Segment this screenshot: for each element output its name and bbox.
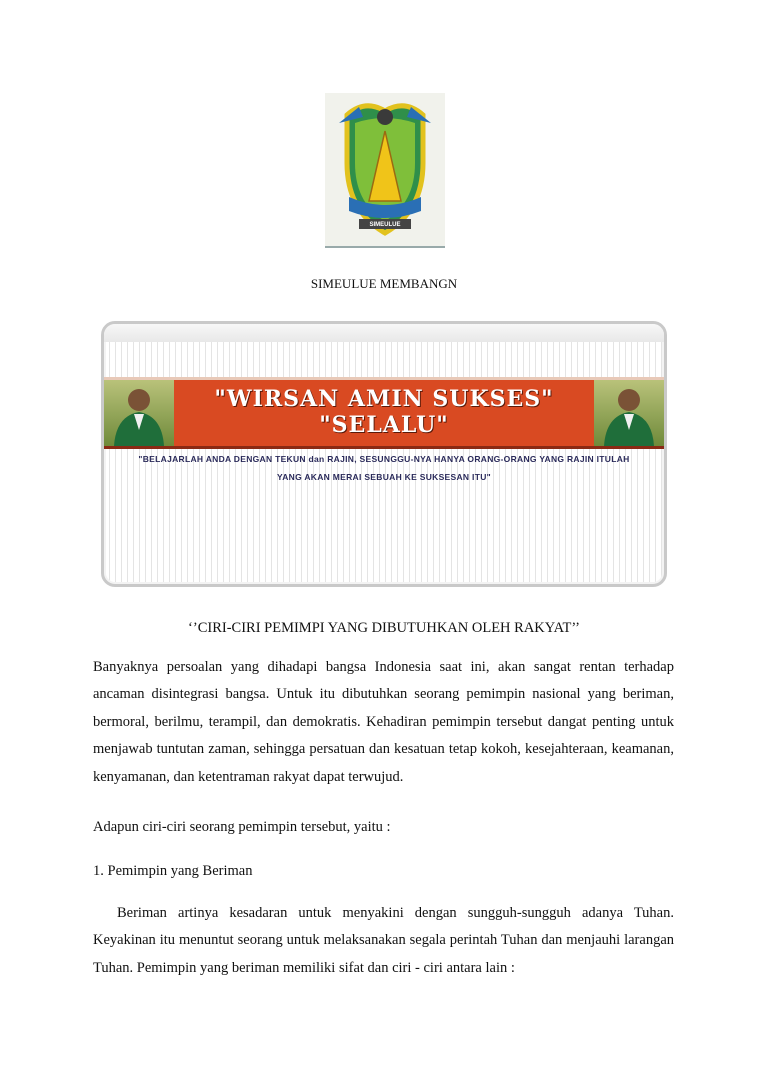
quote-line-1: "BELAJARLAH ANDA DENGAN TEKUN dan RAJIN, SESUNGGU-NYA HANYA ORANG-ORANG YANG RAJIN ITULAH: [138, 454, 630, 464]
document-title: SIMEULUE MEMBANGN: [310, 276, 458, 291]
banner-orange-strip: [104, 377, 664, 449]
slogan-line-1: "WIRSAN AMIN SUKSES": [214, 386, 554, 412]
quote-line-2: YANG AKAN MERAI SEBUAH KE SUKSESAN ITU": [277, 472, 491, 482]
section-heading: ‘’CIRI-CIRI PEMIMPI YANG DIBUTUHKAN OLEH RAKYAT’’: [188, 620, 580, 636]
slogan-line-2: "SELALU": [319, 412, 449, 438]
paragraph-beriman: Beriman artinya kesadaran untuk menyakini dengan sungguh-sungguh adanya Tuhan. Keyakinan itu menuntut seorang untuk melaksanakan segala perintah Tuhan dan menjauhi larangan Tuhan. Pemimpin yang beriman memiliki sifat dan ciri - ciri antara lain :: [93, 905, 674, 976]
banner-slogan: [104, 386, 664, 438]
banner-quote: [118, 450, 650, 486]
paragraph-criteria-intro: Adapun ciri-ciri seorang pemimpin tersebut, yaitu :: [93, 819, 391, 835]
banner-top-bar: [104, 324, 664, 342]
slogan-banner: [101, 321, 667, 587]
coat-of-arms-emblem: [325, 93, 445, 243]
list-item-heading: 1. Pemimpin yang Beriman: [93, 863, 253, 879]
logo-caption: SIMEULUE: [369, 222, 401, 228]
person-photo-right: [594, 380, 664, 446]
paragraph-intro: Banyaknya persoalan yang dihadapi bangsa Indonesia saat ini, akan sangat rentan terhadap ancaman disintegrasi bangsa. Untuk itu dibutuhkan seorang pemimpin nasional yang beriman, bermoral, berilmu, terampil, dan demokratis. Kehadiran pemimpin tersebut dangat penting untuk menjawab tuntutan zaman, sehingga persatuan dan kesatuan tetap kokoh, kesejahteraan, keamanan, kenyamanan, dan ketentraman rakyat dapat terwujud.: [93, 659, 674, 785]
simeulue-logo: [325, 93, 445, 248]
